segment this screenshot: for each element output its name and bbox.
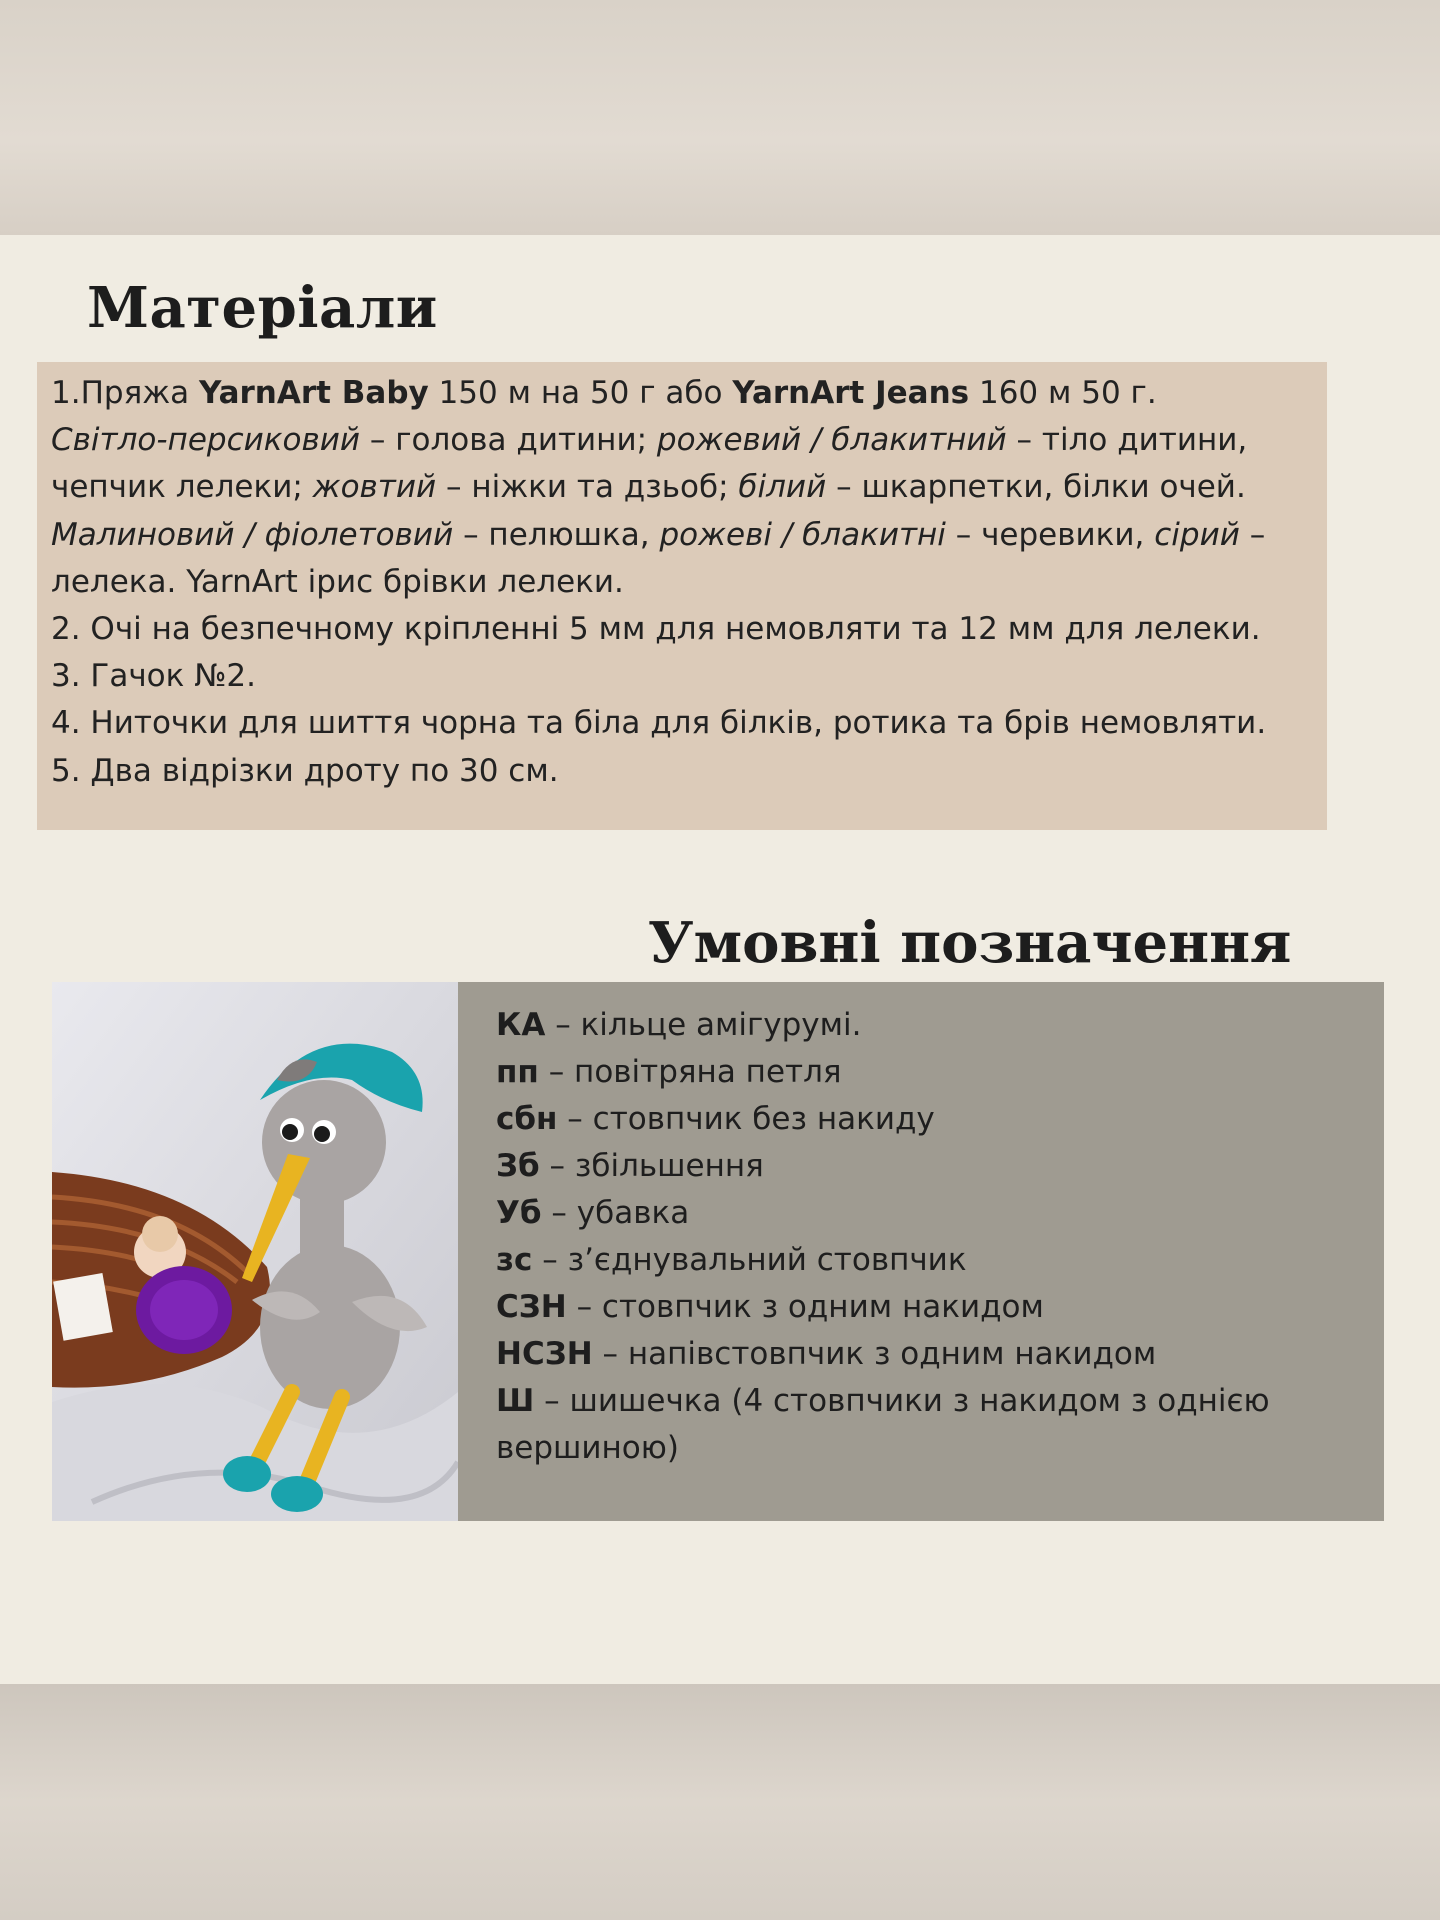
- legend-item-zb: Зб – збільшення: [496, 1148, 764, 1184]
- materials-box: [37, 362, 1327, 830]
- legend-item-ka: КА – кільце амігурумі.: [496, 1007, 862, 1043]
- legend-item-pp: пп – повітряна петля: [496, 1054, 842, 1090]
- materials-item-1-line-5: лелека. YarnArt ірис брівки лелеки.: [51, 563, 624, 600]
- materials-item-4: 4. Ниточки для шиття чорна та біла для білків, ротика та брів немовляти.: [51, 705, 1267, 742]
- stork-toy-photo: [52, 982, 458, 1521]
- materials-item-1-line-2: Світло-персиковий – голова дитини; рожевий / блакитний – тіло дитини,: [51, 422, 1248, 459]
- legend-item-ub: Уб – убавка: [496, 1195, 690, 1231]
- legend-item-sh-continued: вершиною): [496, 1430, 679, 1466]
- bottom-background-band: [0, 1684, 1440, 1920]
- legend-item-sbn: сбн – стовпчик без накиду: [496, 1101, 935, 1137]
- legend-item-nszn: НСЗН – напівстовпчик з одним накидом: [496, 1336, 1157, 1372]
- top-background-band: [0, 0, 1440, 235]
- legend-item-szn: СЗН – стовпчик з одним накидом: [496, 1289, 1044, 1325]
- stork-toy-illustration: [52, 982, 458, 1521]
- materials-item-1-line-3: чепчик лелеки; жовтий – ніжки та дзьоб; білий – шкарпетки, білки очей.: [51, 469, 1246, 506]
- materials-item-1-line-4: Малиновий / фіолетовий – пелюшка, рожеві / блакитні – черевики, сірий –: [51, 516, 1266, 553]
- materials-item-3: 3. Гачок №2.: [51, 658, 257, 695]
- legend-item-sh: Ш – шишечка (4 стовпчики з накидом з однією: [496, 1383, 1270, 1419]
- legend-box: [458, 982, 1384, 1521]
- legend-heading: Умовні позначення: [648, 910, 1292, 976]
- materials-item-5: 5. Два відрізки дроту по 30 см.: [51, 752, 559, 789]
- materials-heading: Матеріали: [87, 275, 438, 341]
- materials-item-1-line-1: 1.Пряжа YarnArt Baby 150 м на 50 г або YarnArt Jeans 160 м 50 г.: [51, 375, 1157, 411]
- legend-item-zs: зс – з’єднувальний стовпчик: [496, 1242, 967, 1278]
- materials-item-2: 2. Очі на безпечному кріпленні 5 мм для немовляти та 12 мм для лелеки.: [51, 611, 1261, 648]
